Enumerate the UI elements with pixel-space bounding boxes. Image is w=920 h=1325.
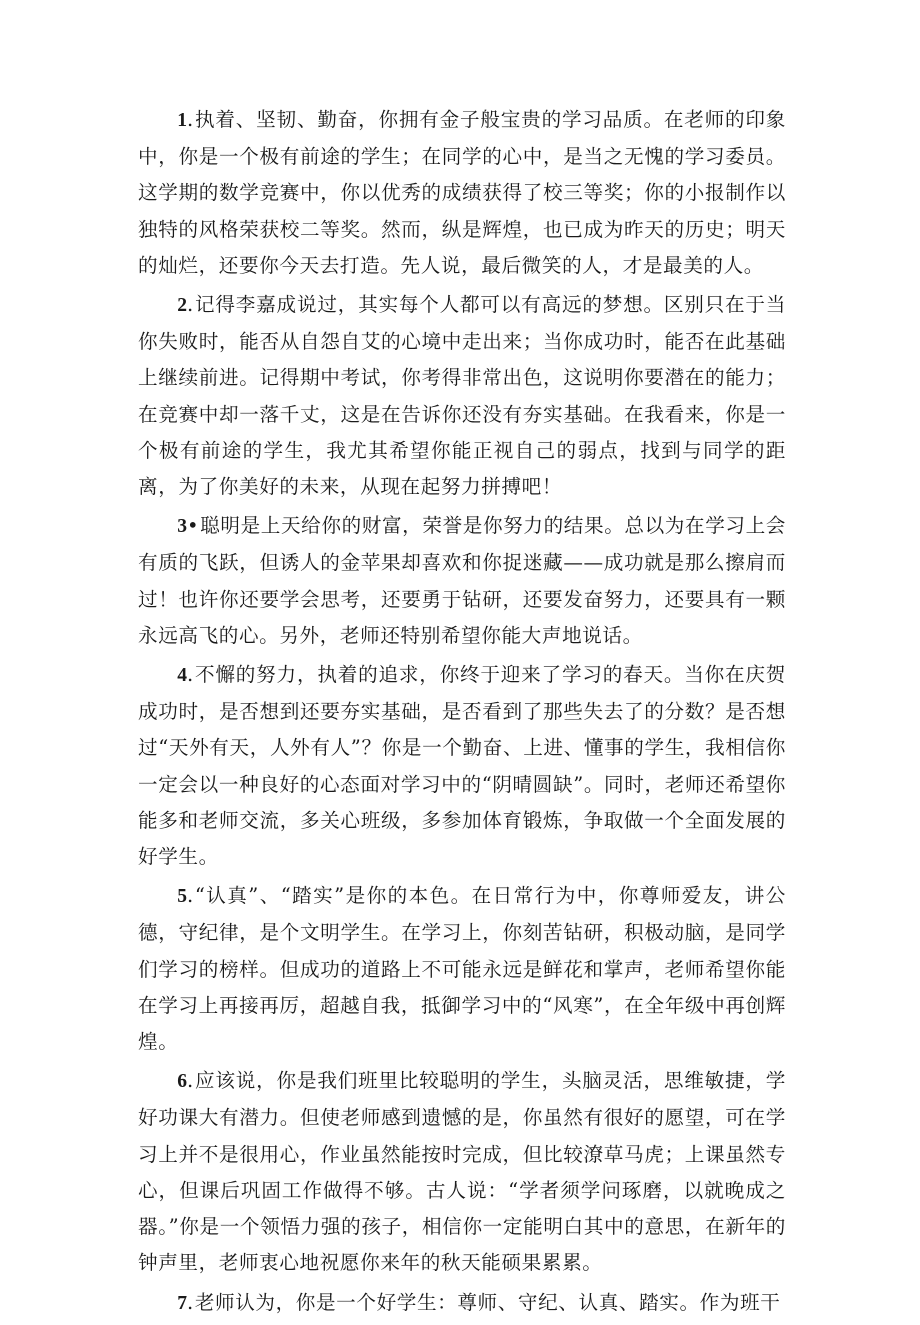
paragraph-text: 不懈的努力，执着的追求，你终于迎来了学习的春天。当你在庆贺成功时，是否想到还要夯实基础，是否看到了那些失去了的分数？是否想过“天外有天，人外有人”？你是一个勤奋、上进、懂事的学生，我相信你一定会以一种良好的心态面对学习中的“阴晴圆缺”。同时，老师还希望你能多和老师交流，多关心班级，多参加体育锻炼，争取做一个全面发展的好学生。 xyxy=(138,663,786,869)
paragraph-separator: • xyxy=(186,514,200,538)
paragraph-number: 2 xyxy=(177,295,187,317)
paragraph-text: 应该说，你是我们班里比较聪明的学生，头脑灵活，思维敏捷，学好功课大有潜力。但使老师感到遗憾的是，你虽然有很好的愿望，可在学习上并不是很用心，作业虽然能按时完成，但比较潦草马虎；上课虽然专心，但课后巩固工作做得不够。古人说：“学者须学问琢磨，以就晚成之器。”你是一个领悟力强的孩子，相信你一定能明白其中的意思，在新年的钟声里，老师衷心地祝愿你来年的秋天能硕果累累。 xyxy=(138,1069,786,1275)
paragraph-text: “认真”、“踏实”是你的本色。在日常行为中，你尊师爱友，讲公德，守纪律，是个文明学生。在学习上，你刻苦钻研，积极动脑，是同学们学习的榜样。但成功的道路上不可能永远是鲜花和掌声，老师希望你能在学习上再接再厉，超越自我，抵御学习中的“风寒”，在全年级中再创辉煌。 xyxy=(138,884,786,1054)
comment-paragraph-4 xyxy=(138,657,786,875)
paragraph-number: 7 xyxy=(177,1292,187,1314)
paragraph-separator: . xyxy=(186,108,194,131)
comment-paragraph-2 xyxy=(138,287,786,505)
comment-paragraph-3 xyxy=(138,508,786,654)
comment-paragraph-6 xyxy=(138,1063,786,1281)
paragraph-number: 3 xyxy=(177,516,187,538)
paragraph-number: 4 xyxy=(177,665,187,687)
paragraph-separator: . xyxy=(186,1069,194,1093)
paragraph-number: 1 xyxy=(177,110,187,131)
paragraph-separator: . xyxy=(186,293,194,317)
paragraph-separator: . xyxy=(186,884,194,908)
comment-paragraph-1 xyxy=(138,102,786,284)
paragraph-number: 5 xyxy=(177,886,187,908)
paragraph-text: 执着、坚韧、勤奋，你拥有金子般宝贵的学习品质。在老师的印象中，你是一个极有前途的学生；在同学的心中，是当之无愧的学习委员。这学期的数学竞赛中，你以优秀的成绩获得了校三等奖；你的小报制作以独特的风格荣获校二等奖。然而，纵是辉煌，也已成为昨天的历史；明天的灿烂，还要你今天去打造。先人说，最后微笑的人，才是最美的人。 xyxy=(138,108,786,277)
paragraph-text: 老师认为，你是一个好学生：尊师、守纪、认真、踏实。作为班干 xyxy=(194,1290,781,1314)
paragraph-number: 6 xyxy=(177,1071,187,1093)
comment-paragraph-7 xyxy=(138,1285,786,1322)
paragraph-separator: . xyxy=(186,663,194,687)
paragraph-text: 记得李嘉成说过，其实每个人都可以有高远的梦想。区别只在于当你失败时，能否从自怨自艾的心境中走出来；当你成功时，能否在此基础上继续前进。记得期中考试，你考得非常出色，这说明你要潜在的能力；在竞赛中却一落千丈，这是在告诉你还没有夯实基础。在我看来，你是一个极有前途的学生，我尤其希望你能正视自己的弱点，找到与同学的距离，为了你美好的未来，从现在起努力拼搏吧！ xyxy=(138,293,786,499)
paragraph-separator: . xyxy=(186,1290,194,1314)
comments-list xyxy=(138,102,786,1325)
paragraph-text: 聪明是上天给你的财富，荣誉是你努力的结果。总以为在学习上会有质的飞跃，但诱人的金苹果却喜欢和你捉迷藏——成功就是那么擦肩而过！也许你还要学会思考，还要勇于钻研，还要发奋努力，还要具有一颗永远高飞的心。另外，老师还特别希望你能大声地说话。 xyxy=(138,514,786,647)
comment-paragraph-5 xyxy=(138,878,786,1060)
